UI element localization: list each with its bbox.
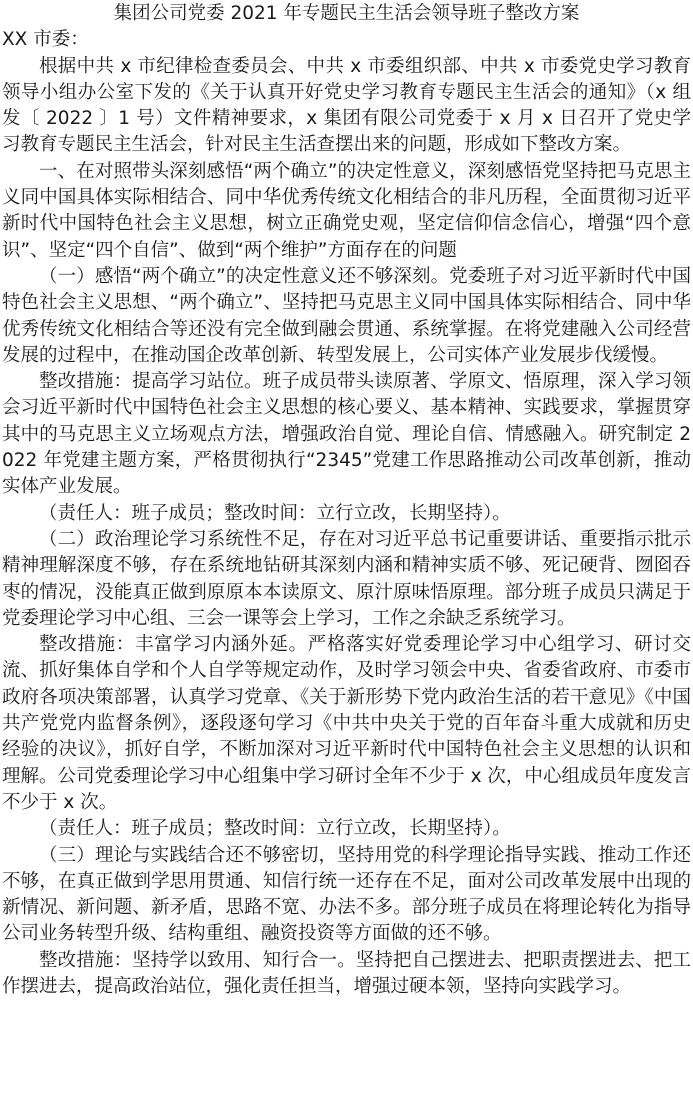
- paragraph-responsible-1: （责任人：班子成员；整改时间：立行立改，长期坚持）。: [39, 502, 511, 524]
- paragraph-measure-3: 整改措施：坚持学以致用、知行合一。坚持把自己摆进去、把职责摆进去、把工作摆进去，提高政治站位，强化责任担当，增强过硬本领，坚持向实践学习。: [2, 949, 691, 997]
- paragraph-measure-1: 整改措施：提高学习站位。班子成员带头读原著、学原文、悟原理，深入学习领会习近平新时代中国特色社会主义思想的核心要义、基本精神、实践要求，掌握贯穿其中的马克思主义立场观点方法，增强政治自觉、理论自信、情感融入。研究制定 2022 年党建主题方案，严格贯彻执行“2345”党建工作思路推动公司改革创新，推动实体产业发展。: [2, 371, 691, 498]
- salutation: XX 市委：: [2, 29, 89, 51]
- paragraph-section-1-heading: 一、在对照带头深刻感悟“两个确立”的决定性意义，深刻感悟党坚持把马克思主义同中国具体实际相结合、同中华优秀传统文化相结合的非凡历程，全面贯彻习近平新时代中国特色社会主义思想，树立正确党史观，坚定信仰信念信心，增强“四个意识”、坚定“四个自信”、做到“两个维护”方面存在的问题: [2, 160, 691, 261]
- paragraph-measure-2: 整改措施：丰富学习内涵外延。严格落实好党委理论学习中心组学习、研讨交流、抓好集体自学和个人自学等规定动作，及时学习领会中央、省委省政府、市委市政府各项决策部署，认真学习党章、《关于新形势下党内政治生活的若干意见》《中国共产党党内监督条例》，逐段逐句学习《中共中央关于党的百年奋斗重大成就和历史经验的决议》，抓好自学，不断加深对习近平新时代中国特色社会主义思想的认识和理解。公司党委理论学习中心组集中学习研讨全年不少于 x 次，中心组成员年度发言不少于 x 次。: [2, 634, 691, 813]
- paragraph-issue-2: （二）政治理论学习系统性不足，存在对习近平总书记重要讲话、重要指示批示精神理解深度不够，存在系统地钻研其深刻内涵和精神实质不够、死记硬背、囫囵吞枣的情况，没能真正做到原原本本读原文、原汁原味悟原理。部分班子成员只满足于党委理论学习中心组、三会一课等会上学习，工作之余缺乏系统学习。: [2, 528, 691, 629]
- paragraph-issue-3: （三）理论与实践结合还不够密切，坚持用党的科学理论指导实践、推动工作还不够，在真正做到学思用贯通、知信行统一还存在不足，面对公司改革发展中出现的新情况、新问题、新矛盾，思路不宽、办法不多。部分班子成员在将理论转化为指导公司业务转型升级、结构重组、融资投资等方面做的还不够。: [2, 844, 691, 945]
- paragraph-responsible-2: （责任人：班子成员；整改时间：立行立改，长期坚持）。: [39, 818, 511, 840]
- paragraph-intro: 根据中共 x 市纪律检查委员会、中共 x 市委组织部、中共 x 市委党史学习教育领导小组办公室下发的《关于认真开好党史学习教育专题民主生活会的通知》（x 组发〔 2022 〕1 号）文件精神要求，x 集团有限公司党委于 x 月 x 日召开了党史学习教育专题民主生活会，针对民主生活查摆出来的问题，形成如下整改方案。: [2, 55, 691, 156]
- document-title: 集团公司党委 2021 年专题民主生活会领导班子整改方案: [113, 3, 580, 24]
- paragraph-issue-1: （一）感悟“两个确立”的决定性意义还不够深刻。党委班子对习近平新时代中国特色社会主义思想、“两个确立”、坚持把马克思主义同中国具体实际相结合、同中华优秀传统文化相结合等还没有完全做到融会贯通、系统掌握。在将党建融入公司经营发展的过程中，在推动国企改革创新、转型发展上，公司实体产业发展步伐缓慢。: [2, 265, 691, 366]
- document-page: [2, 0, 691, 1000]
